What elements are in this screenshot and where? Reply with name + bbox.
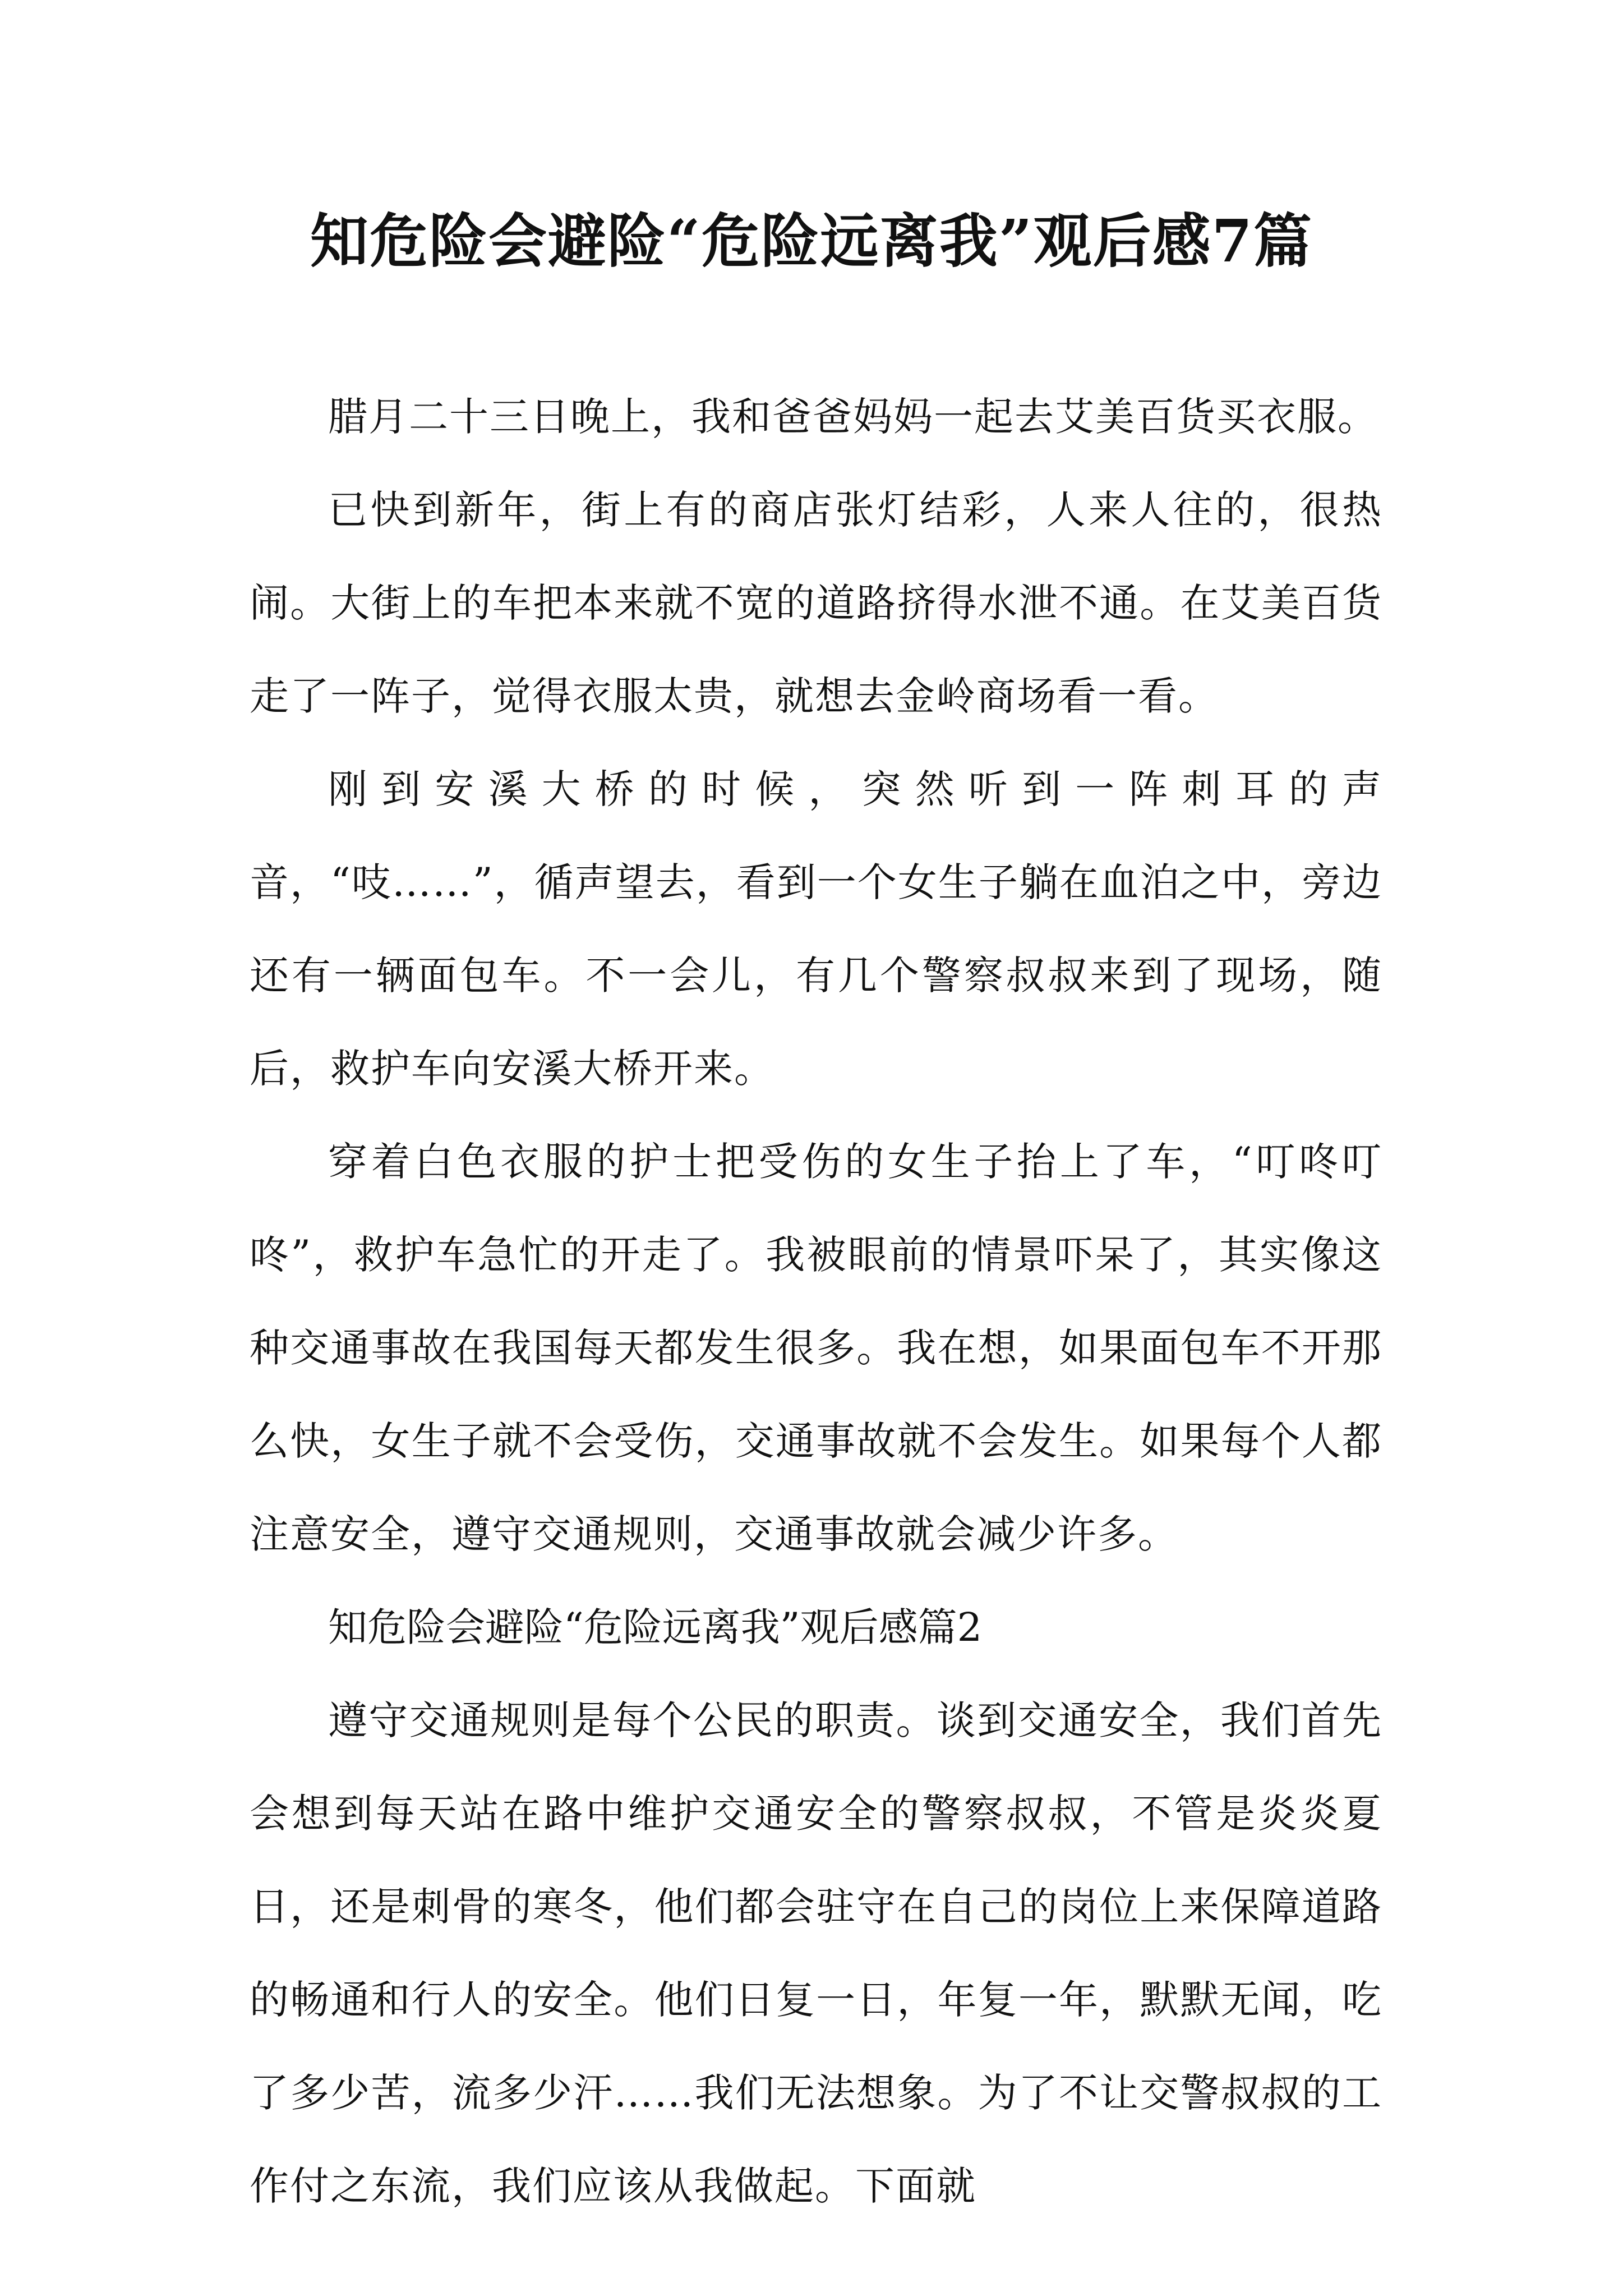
paragraph-5: 遵守交通规则是每个公民的职责。谈到交通安全，我们首先会想到每天站在路中维护交通安全的警察叔叔，不管是炎炎夏日，还是刺骨的寒冬，他们都会驻守在自己的岗位上来保障道路的畅通和行人的安全。他们日复一日，年复一年，默默无闻，吃了多少苦，流多少汗……我们无法想象。为了不让交警叔叔的工作付之东流，我们应该从我做起。下面就 [250,1697,1382,2209]
document-body [250,370,1382,2233]
paragraph-3: 刚到安溪大桥的时候，突然听到一阵刺耳的声音，“吱……”，循声望去，看到一个女生子躺在血泊之中，旁边还有一辆面包车。不一会儿，有几个警察叔叔来到了现场，随后，救护车向安溪大桥开来。 [250,766,1382,1092]
section-heading-2: 知危险会避险“危险远离我”观后感篇2 [328,1604,983,1650]
paragraph-1: 腊月二十三日晚上，我和爸爸妈妈一起去艾美百货买衣服。 [328,394,1378,440]
paragraph-2: 已快到新年，街上有的商店张灯结彩，人来人往的，很热闹。大街上的车把本来就不宽的道路挤得水泄不通。在艾美百货走了一阵子，觉得衣服太贵，就想去金岭商场看一看。 [250,487,1382,719]
paragraph-4: 穿着白色衣服的护士把受伤的女生子抬上了车，“叮咚叮咚”，救护车急忙的开走了。我被眼前的情景吓呆了，其实像这种交通事故在我国每天都发生很多。我在想，如果面包车不开那么快，女生子就不会受伤，交通事故就不会发生。如果每个人都注意安全，遵守交通规则，交通事故就会减少许多。 [250,1139,1382,1557]
document-title: 知危险会避险“危险远离我”观后感7篇 [310,206,1313,275]
